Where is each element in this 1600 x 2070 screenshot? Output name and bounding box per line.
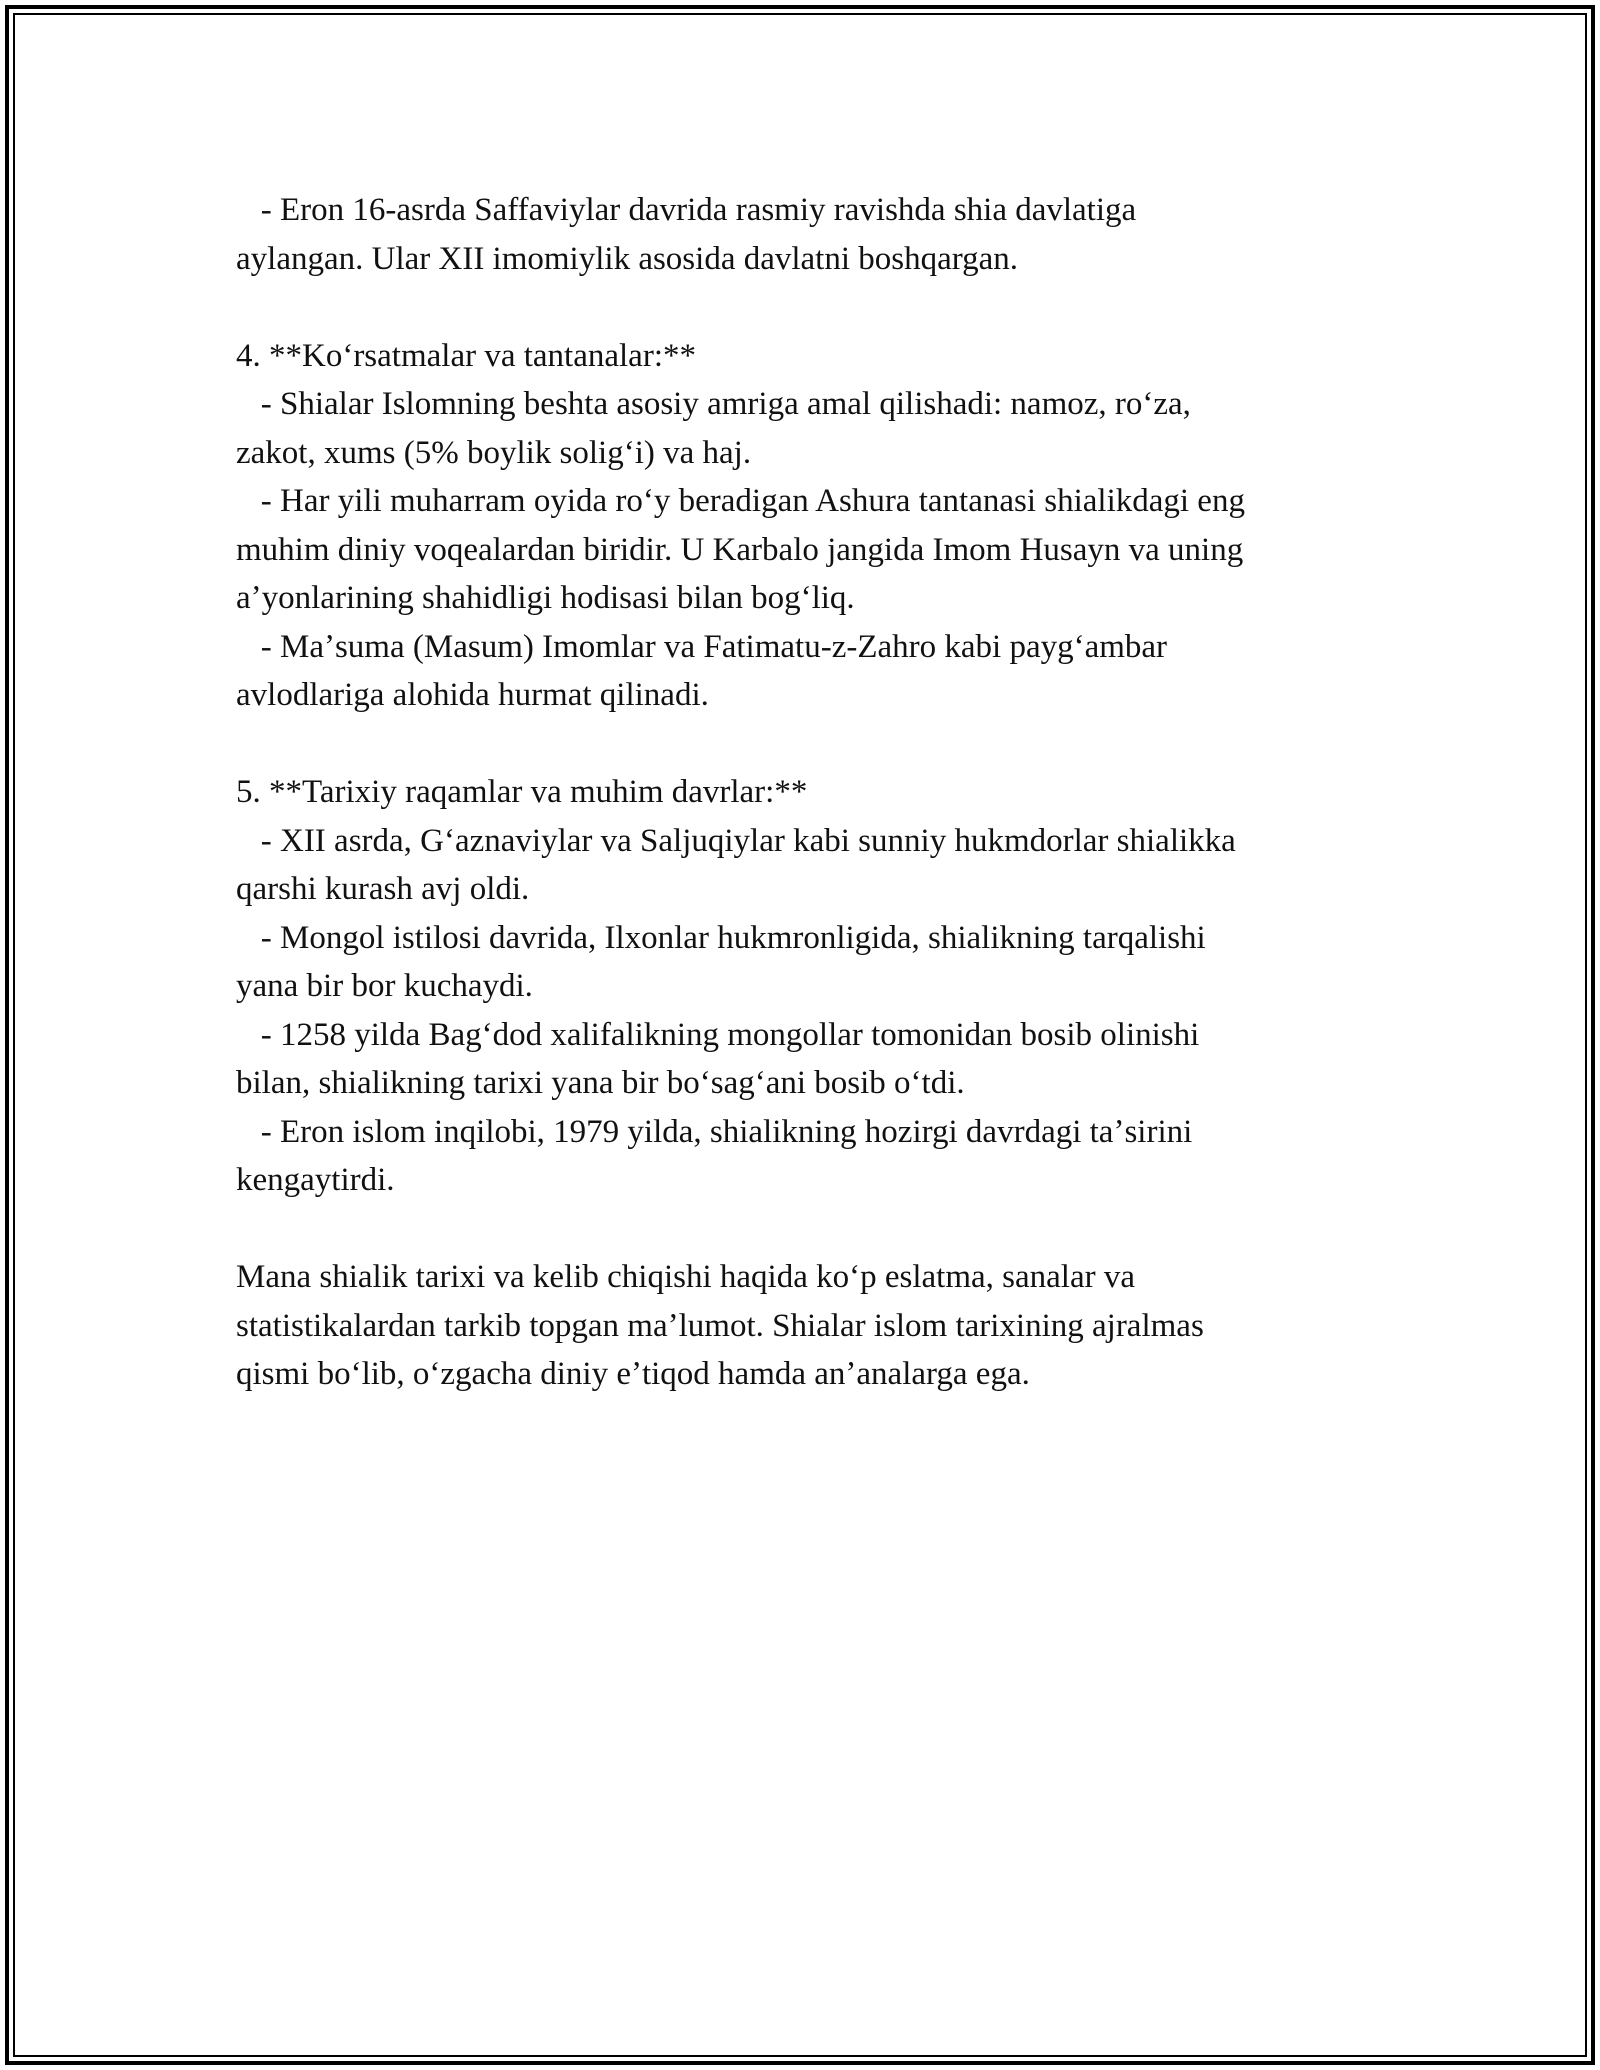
document-body xyxy=(236,186,1386,1399)
text-line: - XII asrda, Gʻaznaviylar va Saljuqiylar kabi sunniy hukmdorlar shialikka xyxy=(236,822,1236,859)
text-line: aʼyonlarining shahidligi hodisasi bilan bogʻliq. xyxy=(236,580,855,616)
text-line: - Har yili muharram oyida roʻy beradigan Ashura tantanasi shialikdagi eng xyxy=(236,483,1245,519)
text-line: statistikalardan tarkib topgan maʼlumot. Shialar islom tarixining ajralmas xyxy=(236,1307,1204,1344)
text-line: - 1258 yilda Bagʻdod xalifalikning mongollar tomonidan bosib olinishi xyxy=(236,1016,1200,1053)
text-line: - Eron 16-asrda Saffaviylar davrida rasmiy ravishda shia davlatiga xyxy=(236,192,1137,228)
text-line: qarshi kurash avj oldi. xyxy=(236,871,530,907)
text-line: - Eron islom inqilobi, 1979 yilda, shialikning hozirgi davrdagi taʼsirini xyxy=(236,1113,1193,1150)
blank-line xyxy=(236,283,1386,332)
text-line: qismi boʻlib, oʻzgacha diniy eʼtiqod hamda anʼanalarga ega. xyxy=(236,1356,1030,1392)
text-line: muhim diniy voqealardan biridir. U Karbalo jangida Imom Husayn va uning xyxy=(236,531,1244,568)
section-heading: 4. **Koʻrsatmalar va tantanalar:** xyxy=(236,337,696,374)
section-heading: 5. **Tarixiy raqamlar va muhim davrlar:** xyxy=(236,774,808,810)
text-line: Mana shialik tarixi va kelib chiqishi haqida koʻp eslatma, sanalar va xyxy=(236,1259,1135,1295)
text-line: avlodlariga alohida hurmat qilinadi. xyxy=(236,677,709,713)
blank-line xyxy=(236,720,1386,769)
text-line: kengaytirdi. xyxy=(236,1162,395,1198)
text-line: - Shialar Islomning beshta asosiy amriga amal qilishadi: namoz, roʻza, xyxy=(236,386,1191,422)
text-line: - Maʼsuma (Masum) Imomlar va Fatimatu-z-Zahro kabi paygʻambar xyxy=(236,628,1168,665)
text-line: yana bir bor kuchaydi. xyxy=(236,968,533,1004)
text-line: zakot, xums (5% boylik soligʻi) va haj. xyxy=(236,434,752,471)
text-line: aylangan. Ular XII imomiylik asosida davlatni boshqargan. xyxy=(236,240,1019,277)
text-line: bilan, shialikning tarixi yana bir boʻsagʻani bosib oʻtdi. xyxy=(236,1065,965,1101)
blank-line xyxy=(236,1205,1386,1254)
text-line: - Mongol istilosi davrida, Ilxonlar hukmronligida, shialikning tarqalishi xyxy=(236,919,1206,956)
